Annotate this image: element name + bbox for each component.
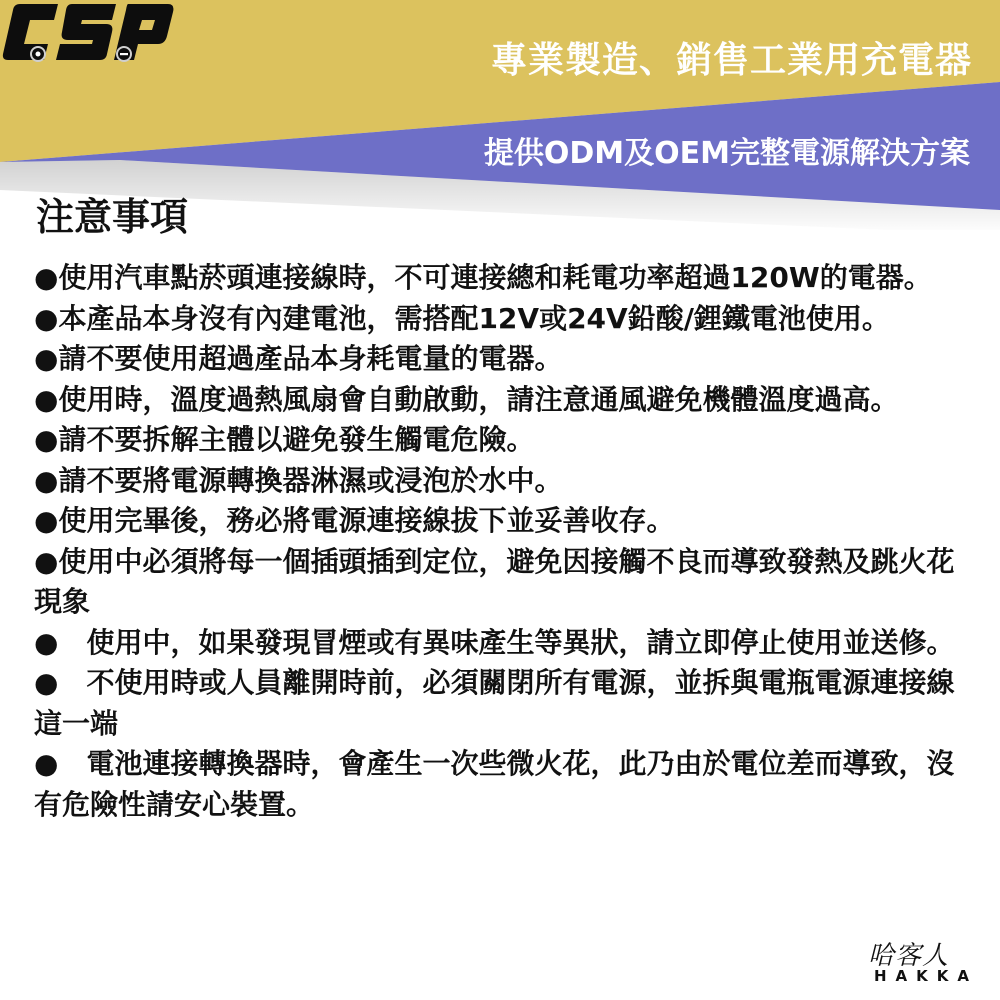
list-item (34, 542, 969, 623)
bullet-icon: ● (34, 342, 59, 375)
list-item (34, 299, 969, 340)
watermark-english: HAKKA (874, 967, 979, 985)
list-item (34, 744, 969, 825)
note-text: 請不要拆解主體以避免發生觸電危險。 (58, 423, 535, 456)
list-item (34, 501, 969, 542)
bullet-icon: ● (34, 261, 59, 294)
list-item (34, 461, 969, 502)
note-text: 使用時，溫度過熱風扇會自動啟動，請注意通風避免機體溫度過高。 (58, 382, 899, 416)
bullet-icon: ● (34, 463, 59, 497)
list-item (34, 380, 969, 421)
list-item (34, 663, 969, 744)
page-title: 注意事項 (36, 195, 189, 239)
note-text: 使用完畢後，務必將電源連接線拔下並妥善收存。 (58, 504, 675, 537)
list-item (34, 623, 969, 664)
bullet-icon: ● (34, 423, 59, 456)
precautions-list (34, 258, 969, 825)
bullet-icon: ● (34, 666, 87, 699)
note-text: 電池連接轉換器時，會產生一次些微火花，此乃由於電位差而導致，沒有危險性請安心裝置。 (34, 747, 955, 821)
note-text: 使用汽車點菸頭連接線時，不可連接總和耗電功率超過120W的電器。 (58, 261, 932, 294)
bullet-icon: ● (34, 747, 87, 780)
bullet-icon: ● (34, 504, 59, 537)
watermark-chinese: 哈客人 (868, 941, 950, 971)
note-text: 不使用時或人員離開時前，必須關閉所有電源，並拆與電瓶電源連接線這一端 (34, 666, 955, 740)
note-text: 使用中必須將每一個插頭插到定位，避免因接觸不良而導致發熱及跳火花現象 (34, 544, 955, 618)
list-item (34, 258, 969, 299)
note-text: 本產品本身沒有內建電池，需搭配12V或24V鉛酸/鋰鐵電池使用。 (58, 301, 890, 335)
note-text: 請不要使用超過產品本身耗電量的電器。 (58, 342, 563, 375)
note-text: 使用中，如果發現冒煙或有異味產生等異狀，請立即停止使用並送修。 (86, 625, 955, 659)
bullet-icon: ● (34, 301, 59, 335)
note-text: 請不要將電源轉換器淋濕或浸泡於水中。 (58, 463, 563, 497)
list-item (34, 420, 969, 461)
tagline-primary: 專業製造、銷售工業用充電器 (490, 40, 972, 81)
bullet-icon: ● (34, 382, 59, 416)
tagline-secondary: 提供ODM及OEM完整電源解決方案 (483, 136, 970, 171)
hakka-watermark (862, 935, 979, 990)
bullet-icon: ● (34, 544, 59, 578)
list-item (34, 339, 969, 380)
bullet-icon: ● (34, 625, 87, 659)
csp-logo (0, 0, 175, 68)
